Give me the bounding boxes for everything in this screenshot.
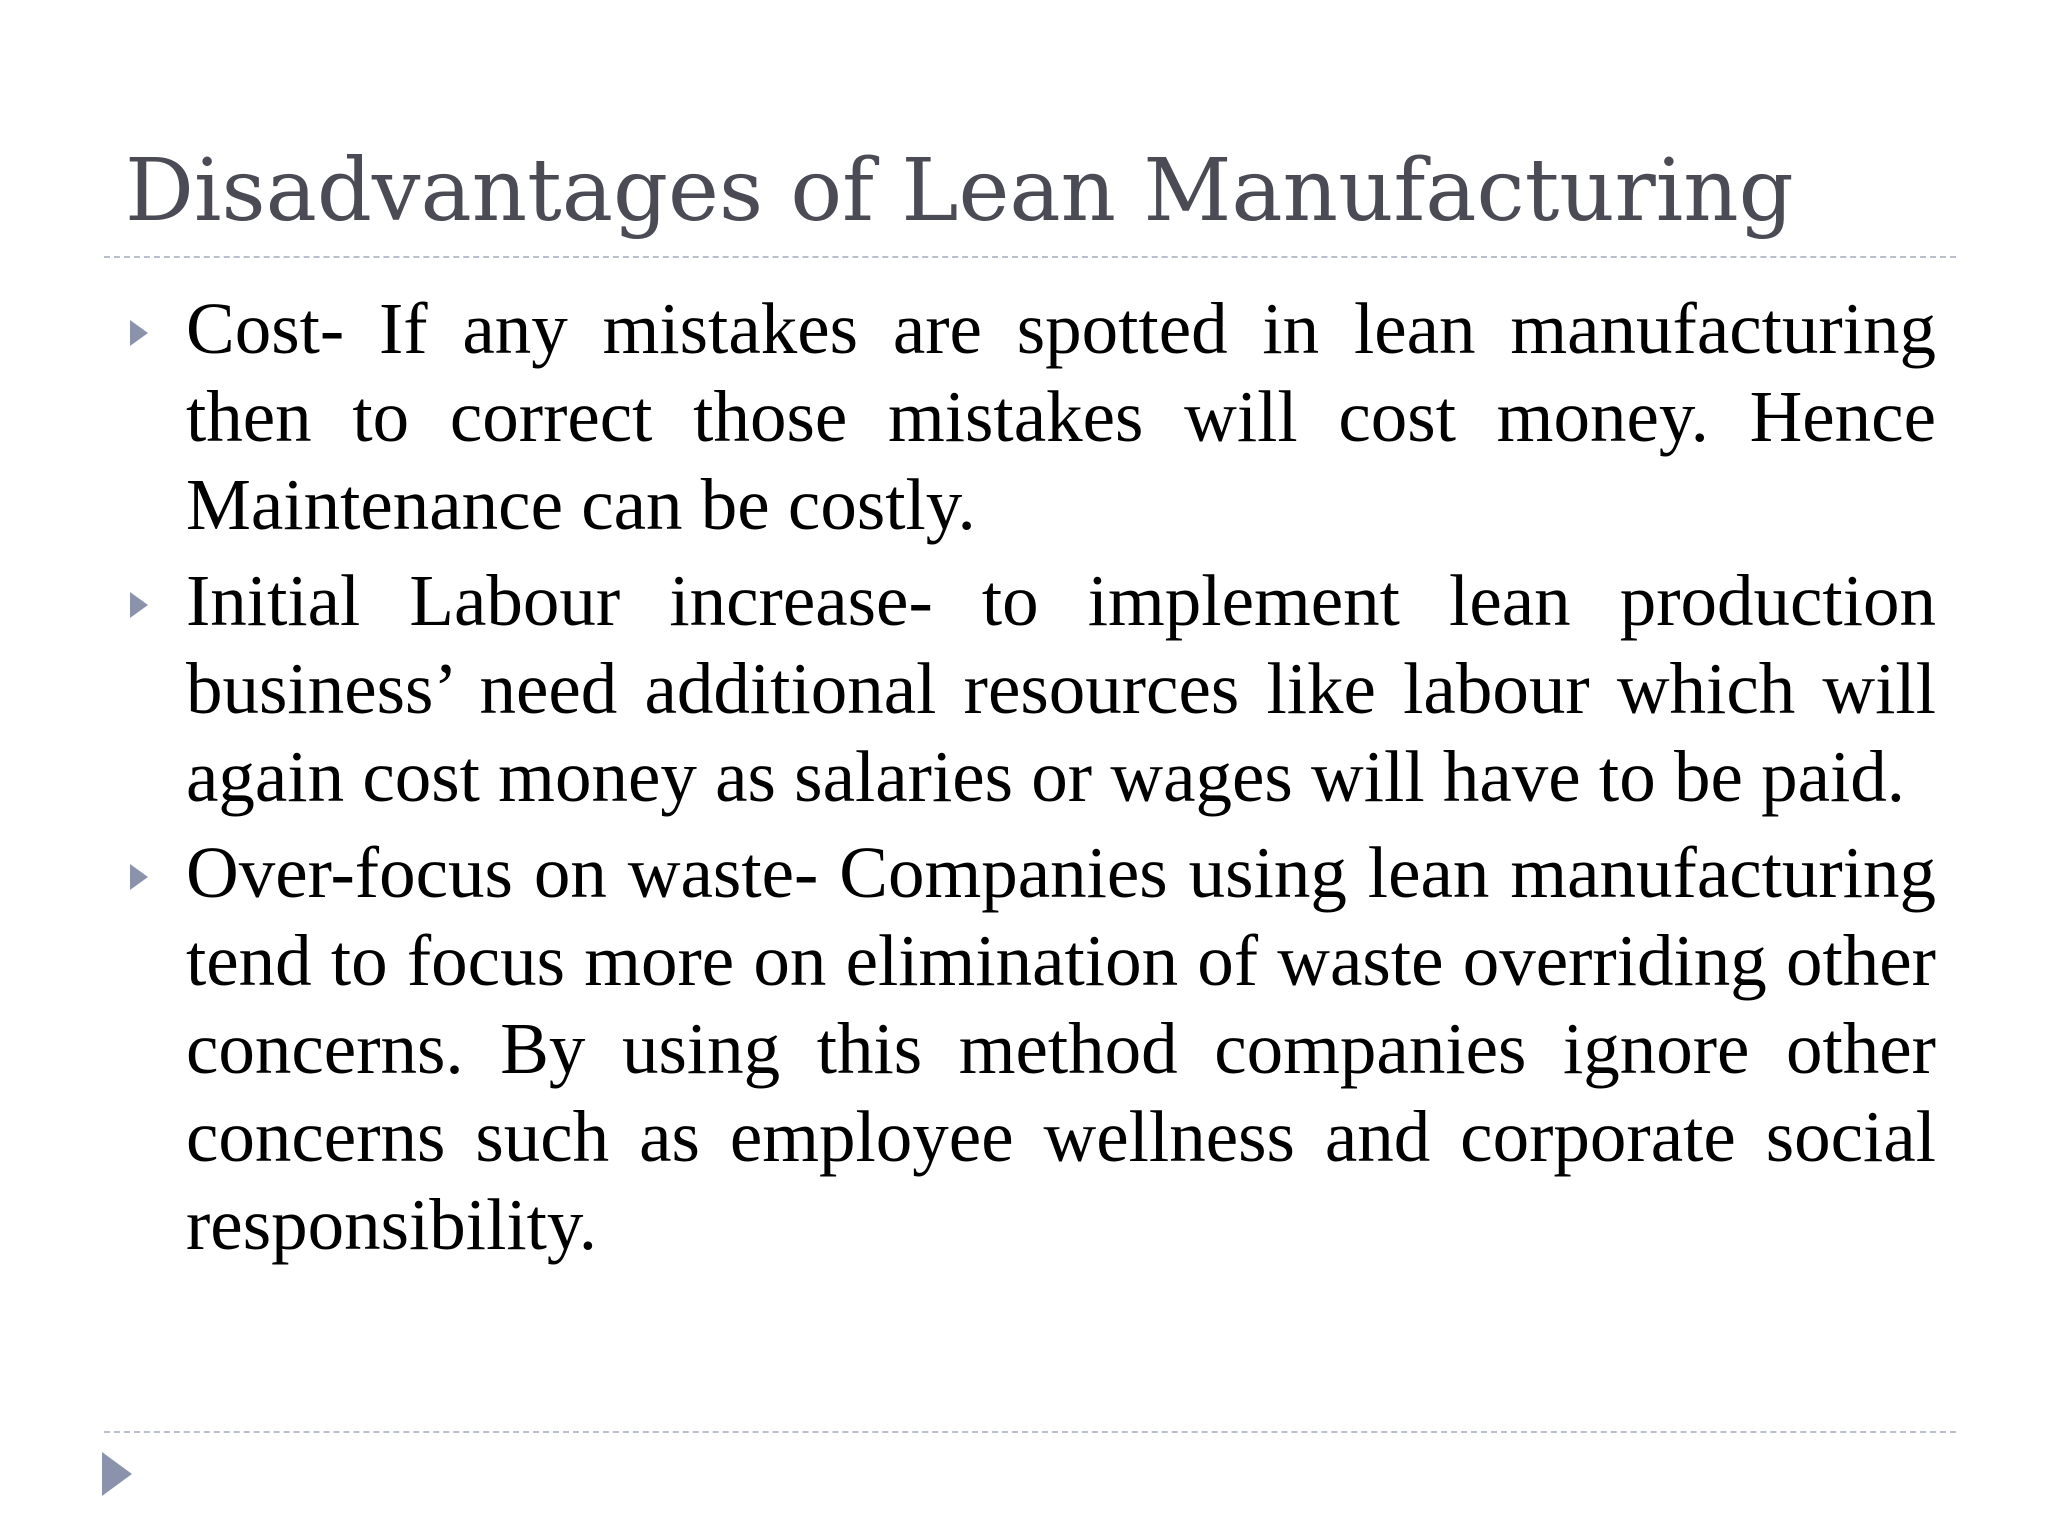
bullet-list [186, 285, 1936, 1277]
bullet-text: Initial Labour increase- to implement lean production business’ need additional resources like labour which will again cost money as salaries or wages will have to be paid. [186, 560, 1936, 817]
bullet-text: Cost- If any mistakes are spotted in lean manufacturing then to correct those mistakes will cost money. Hence Maintenance can be costly. [186, 288, 1936, 545]
bullet-item-labour [186, 557, 1936, 821]
triangle-bullet-icon [130, 320, 148, 346]
title-divider [104, 256, 1956, 258]
bullet-item-cost [186, 285, 1936, 549]
footer-divider [104, 1431, 1956, 1433]
slide-title: Disadvantages of Lean Manufacturing [125, 141, 1794, 241]
bullet-text: Over-focus on waste- Companies using lean manufacturing tend to focus more on elimination of waste overriding other concerns. By using this method companies ignore other concerns such as employee wellness and corporate social responsibility. [186, 832, 1936, 1265]
triangle-bullet-icon [130, 592, 148, 618]
triangle-bullet-icon [130, 864, 148, 890]
next-slide-arrow-icon[interactable] [102, 1452, 132, 1496]
bullet-item-waste [186, 829, 1936, 1269]
